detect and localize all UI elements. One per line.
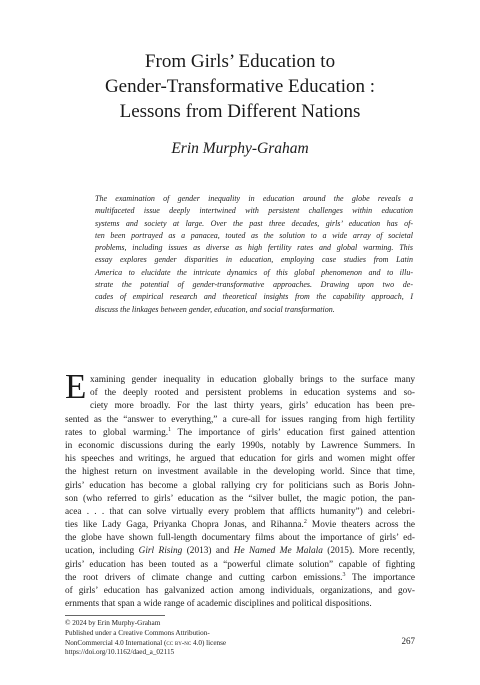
- footer-info: [65, 619, 365, 658]
- body-line: [65, 519, 415, 532]
- body-line: girls’ education has been touted as a “powerful climate solution” capable of fighting: [65, 559, 415, 570]
- abstract-line: ten been portrayed as a panacea, touted as the solution to a wide array of societal: [95, 230, 413, 240]
- body-line: girls’ education has become a global rallying cry for politicians such as Boris John-: [65, 480, 415, 491]
- abstract-line: America to elucidate the intricate dynamics of this global phenomenon and to illu-: [95, 267, 413, 277]
- body-line-text: The importance of girls’ education first gained attention: [171, 427, 415, 438]
- body-line-text: ties like Lady Gaga, Priyanka Chopra Jonas, and Rihanna.: [65, 520, 304, 531]
- abstract-line: problems, including issues as diverse as high fertility rates and global warming. This: [95, 243, 413, 253]
- body-line-text: ucation, including: [65, 546, 135, 557]
- abstract-line: strate the potential of gender-transformative approaches. Drawing upon two de-: [95, 280, 413, 290]
- page-number: 267: [401, 636, 415, 646]
- license-code: cc by-nc 4.0: [166, 638, 202, 647]
- body-line: [65, 545, 415, 558]
- doi-link[interactable]: https://doi.org/10.1162/daed_a_02115: [65, 648, 175, 657]
- body-line: [65, 572, 415, 585]
- body-line: [65, 427, 415, 440]
- body-line: xamining gender inequality in education globally brings to the surface many: [90, 375, 415, 385]
- license-line: [65, 639, 365, 649]
- title-line-1: From Girls’ Education to: [144, 51, 336, 72]
- title-line-3: Lessons from Different Nations: [119, 101, 361, 122]
- body-line: son (who referred to girls’ education as the “silver bullet, the magic potion, the pan-: [65, 493, 415, 504]
- abstract-line: The examination of gender inequality in education around the globe reveals a: [95, 194, 413, 203]
- film-title: Girl Rising: [138, 546, 183, 557]
- body-line: the globe have shown full-length documentary films about the importance of girls’ ed-: [65, 533, 415, 544]
- footnote-ref[interactable]: 1: [168, 426, 172, 433]
- footnote-ref[interactable]: 3: [342, 571, 346, 578]
- body-line: his speeches and writings, he argued that education for girls and women might offer: [65, 454, 415, 465]
- body-line: acea . . . that can solve virtually every problem that afflicts humanity”) and celebri-: [65, 506, 415, 517]
- abstract-line: multifaceted issue deeply intertwined with persistent challenges within education: [95, 206, 413, 216]
- article-title: [40, 49, 440, 124]
- body-text: [65, 374, 415, 611]
- author-name: Erin Murphy-Graham: [171, 140, 309, 157]
- body-line: in economic discussions during the early 1990s, notably by Lawrence Summers. In: [65, 440, 415, 451]
- abstract-line: systems and society at large. Over the past three decades, girls’ education has of-: [95, 218, 413, 228]
- abstract: [95, 193, 413, 316]
- body-line: the highest return on investment available in the developing world. Since that time,: [65, 467, 415, 478]
- body-line-text: Movie theaters across the: [306, 520, 415, 531]
- abstract-line: cades of empirical research and theoretical insights from the capability approach, I: [95, 292, 413, 302]
- body-line-text: the root drivers of climate change and cutting carbon emissions.: [65, 572, 343, 583]
- drop-cap: E: [65, 367, 87, 406]
- license-line: Published under a Creative Commons Attribution-: [65, 628, 210, 637]
- body-line: ernments that span a wide range of academic disciplines and political dispositions.: [65, 599, 372, 610]
- body-line: of the deeply rooted and persistent problems in education systems and so-: [90, 388, 415, 399]
- license-text: NonCommercial 4.0 International (: [65, 638, 167, 647]
- body-line-text: The importance: [345, 572, 415, 583]
- license-text: ) license: [201, 638, 227, 647]
- body-line: ciety more broadly. For the last thirty years, girls’ education has been pre-: [90, 401, 415, 412]
- body-line-text: (2013) and: [182, 546, 234, 557]
- abstract-line: essay explores gender disparities in education, employing case studies from Latin: [95, 255, 413, 265]
- body-line-text: rates to global warming.: [65, 427, 169, 438]
- abstract-line: discuss the linkages between gender, education, and social transformation.: [95, 304, 335, 314]
- footer-divider: [65, 615, 165, 616]
- title-line-2: Gender-Transformative Education :: [104, 76, 376, 97]
- footnote-ref[interactable]: 2: [303, 518, 307, 525]
- copyright-line: © 2024 by Erin Murphy-Graham: [65, 619, 161, 627]
- film-title: He Named Me Malala: [233, 546, 323, 557]
- body-line-text: (2015). More recently,: [322, 546, 415, 557]
- body-line: of girls’ education has galvanized action among individuals, organizations, and gov-: [65, 586, 415, 596]
- body-line: sented as the “answer to everything,” a cure-all for issues ranging from high fertility: [65, 414, 415, 425]
